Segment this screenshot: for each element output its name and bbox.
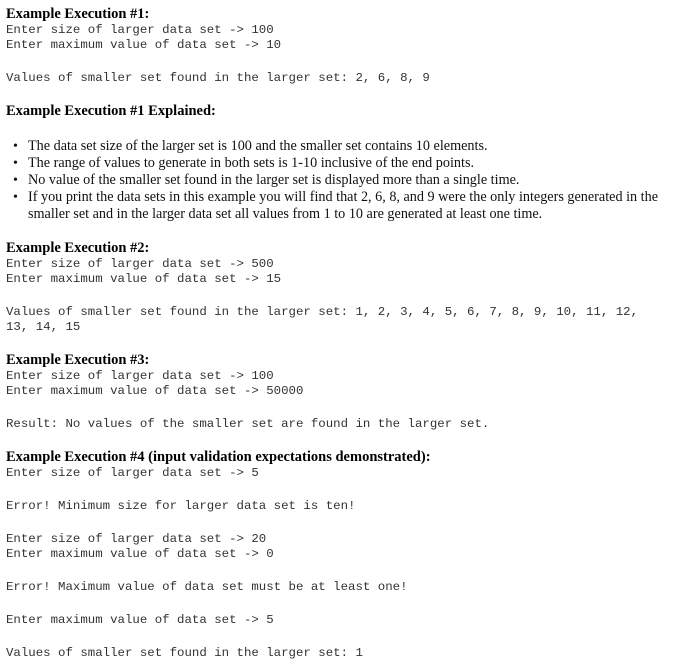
ex4-line-4: Enter maximum value of data set -> 5 [6,613,274,627]
document-page [6,6,694,661]
bullet-item [6,155,694,172]
ex4-line-2: Enter size of larger data set -> 20 [6,532,267,546]
bullet-item [6,172,694,189]
ex1-line-2: Enter maximum value of data set -> 10 [6,38,282,52]
ex4-title: Example Execution #4 (input validation expectations demonstrated): [6,449,431,465]
ex4-line-3: Enter maximum value of data set -> 0 [6,547,274,561]
ex1-result: Values of smaller set found in the larger set: 2, 6, 8, 9 [6,71,430,85]
ex2-result: Values of smaller set found in the larger set: 1, 2, 3, 4, 5, 6, 7, 8, 9, 10, 11, 12, 13, 14, 15 [6,305,639,334]
ex1-explained-list [6,138,694,223]
ex3-line-1: Enter size of larger data set -> 100 [6,369,274,383]
ex1-title: Example Execution #1: [6,6,150,22]
bullet-icon: • [13,139,18,154]
ex3-line-2: Enter maximum value of data set -> 50000 [6,384,304,398]
ex3-result: Result: No values of the smaller set are found in the larger set. [6,417,490,431]
bullet-text: If you print the data sets in this example you will find that 2, 6, 8, and 9 were the only integers generated in the smaller set and in the larger data set all values from 1 to 10 are generated at least one time. [28,189,658,222]
bullet-item [6,189,694,223]
bullet-text: The range of values to generate in both sets is 1-10 inclusive of the end points. [28,155,475,171]
ex2-line-1: Enter size of larger data set -> 500 [6,257,274,271]
bullet-icon: • [13,173,18,188]
bullet-icon: • [13,190,18,205]
ex2-line-2: Enter maximum value of data set -> 15 [6,272,282,286]
bullet-text: No value of the smaller set found in the larger set is displayed more than a single time. [28,172,520,188]
ex4-result: Values of smaller set found in the larger set: 1 [6,646,363,660]
bullet-text: The data set size of the larger set is 100 and the smaller set contains 10 elements. [28,138,488,154]
ex1-line-1: Enter size of larger data set -> 100 [6,23,274,37]
bullet-item [6,138,694,155]
ex3-title: Example Execution #3: [6,352,150,368]
ex4-error-1: Error! Minimum size for larger data set is ten! [6,499,356,513]
ex4-error-2: Error! Maximum value of data set must be at least one! [6,580,408,594]
bullet-icon: • [13,156,18,171]
ex4-line-1: Enter size of larger data set -> 5 [6,466,259,480]
ex1-explained-title: Example Execution #1 Explained: [6,103,216,119]
ex2-title: Example Execution #2: [6,240,150,256]
